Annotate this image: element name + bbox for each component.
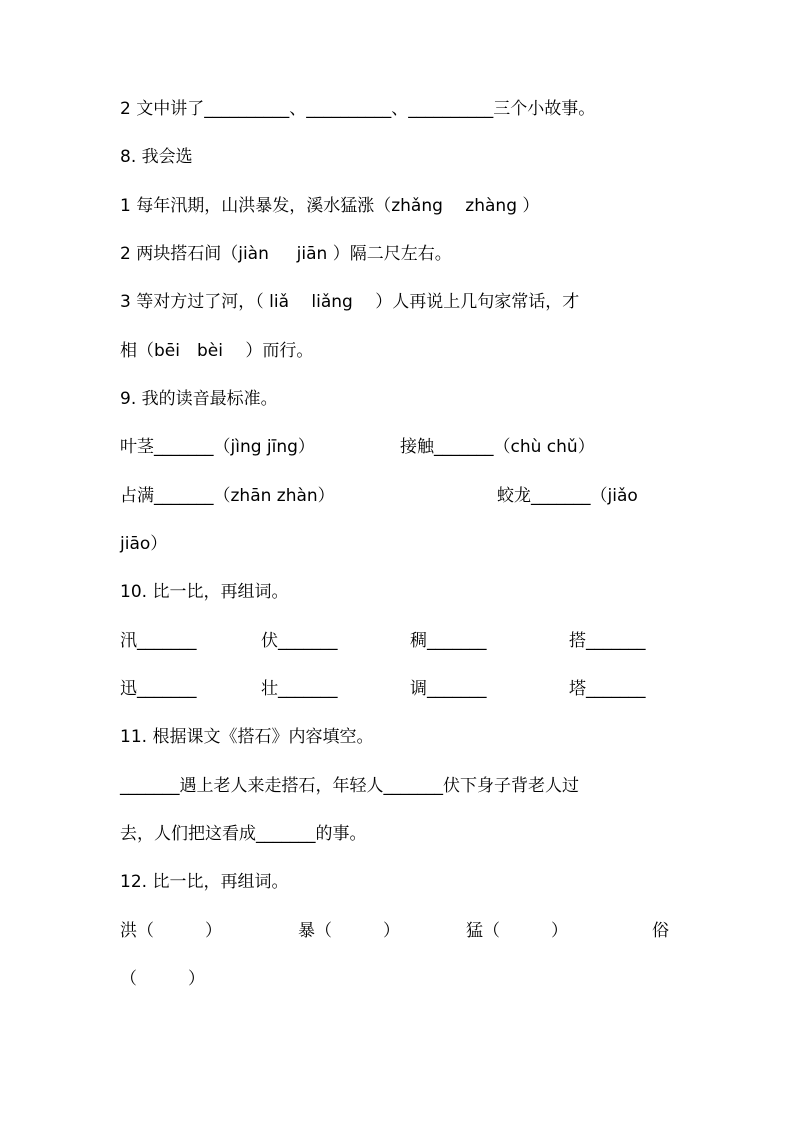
question-9-item-c: 占满_______（zhān zhàn） <box>120 486 335 506</box>
question-12-cell: 洪（ ） <box>120 921 222 941</box>
question-9-item-d-continued: jiāo） <box>120 534 168 554</box>
question-10-cell: 搭_______ <box>569 631 646 651</box>
question-11-heading: 11. 根据课文《搭石》内容填空。 <box>120 727 374 747</box>
question-12-cell: 暴（ ） <box>298 921 400 941</box>
question-12-cell: 猛（ ） <box>466 921 568 941</box>
question-9-heading: 9. 我的读音最标准。 <box>120 389 278 409</box>
question-12-continued: （ ） <box>120 969 205 989</box>
question-10-cell: 汛_______ <box>120 631 197 651</box>
question-8-heading: 8. 我会选 <box>120 147 193 167</box>
question-10-cell: 迅_______ <box>120 679 197 699</box>
question-12-cell: 俗 <box>652 921 669 941</box>
question-10-heading: 10. 比一比，再组词。 <box>120 582 289 602</box>
question-10-cell: 调_______ <box>410 679 487 699</box>
question-9-item-d: 蛟龙_______（jiǎo <box>497 486 638 506</box>
question-9-item-b: 接触_______（chù chǔ） <box>400 437 595 457</box>
question-10-cell: 塔_______ <box>569 679 646 699</box>
question-11-line-2: 去，人们把这看成_______的事。 <box>120 824 367 844</box>
question-9-item-a: 叶茎_______（jìng jīng） <box>120 437 315 457</box>
question-8-item-3: 3 等对方过了河，（ liǎ liǎng ）人再说上几句家常话，才 <box>120 292 580 312</box>
question-8-item-1: 1 每年汛期，山洪暴发，溪水猛涨（zhǎng zhàng ） <box>120 196 540 216</box>
question-8-item-3-continued: 相（bēi bèi ）而行。 <box>120 341 314 361</box>
question-10-cell: 伏_______ <box>261 631 338 651</box>
question-8-item-2: 2 两块搭石间（jiàn jiān ）隔二尺左右。 <box>120 244 452 264</box>
question-7-item-2: 2 文中讲了__________、__________、__________三个小故事。 <box>120 99 596 119</box>
question-11-line-1: _______遇上老人来走搭石，年轻人_______伏下身子背老人过 <box>120 776 579 796</box>
question-12-heading: 12. 比一比，再组词。 <box>120 872 289 892</box>
question-10-cell: 壮_______ <box>261 679 338 699</box>
question-10-cell: 稠_______ <box>410 631 487 651</box>
